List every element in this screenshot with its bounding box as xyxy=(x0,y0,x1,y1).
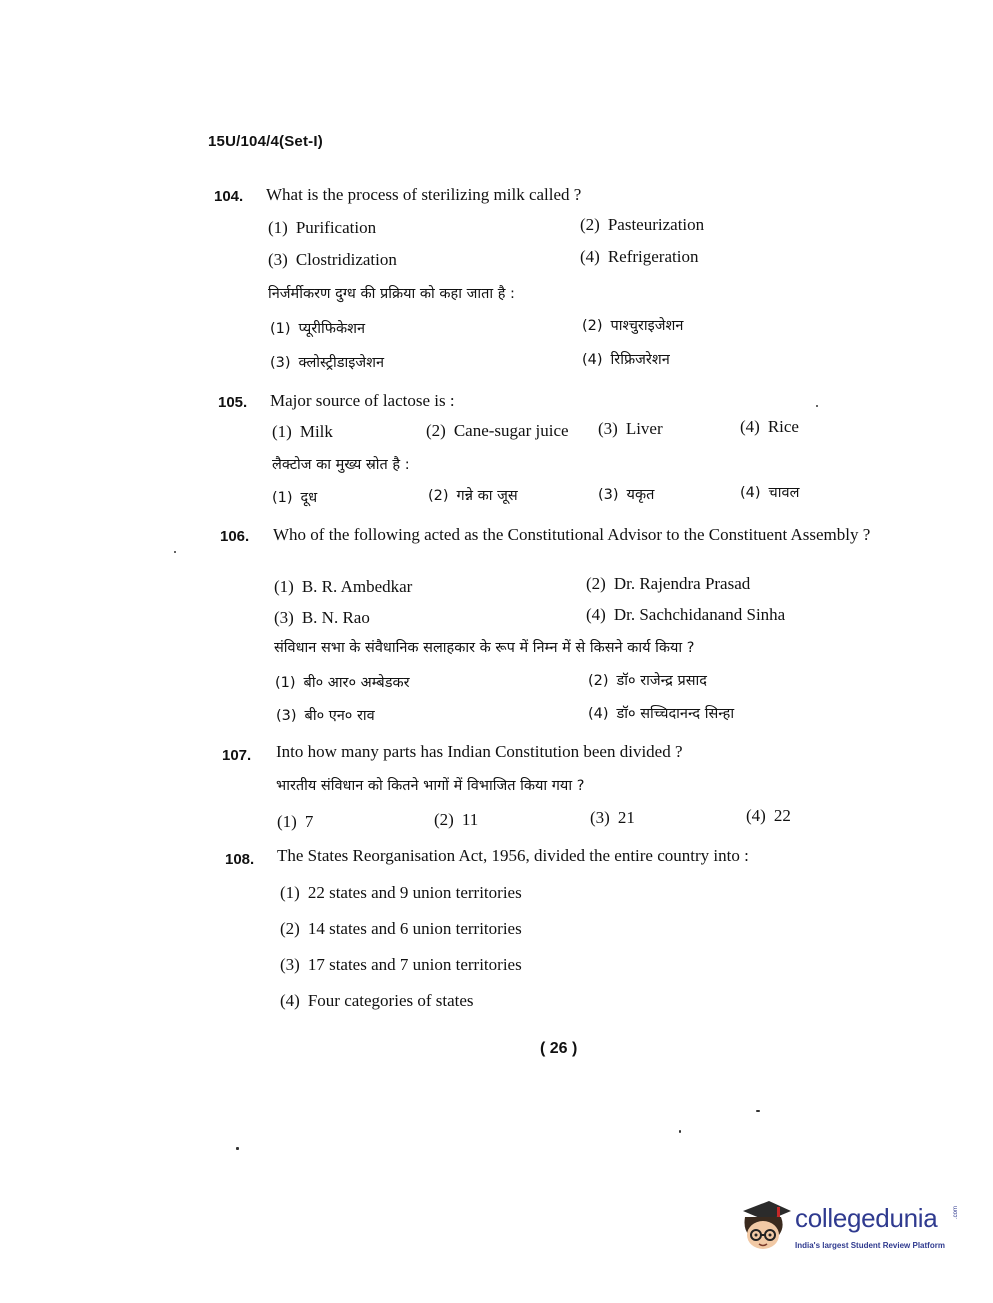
option-label: 7 xyxy=(304,812,314,831)
option-label: Purification xyxy=(295,218,377,237)
option-number: (1) xyxy=(274,577,294,596)
option-1-en xyxy=(268,218,376,238)
option-label: 11 xyxy=(461,810,479,829)
option-1-hi xyxy=(270,318,365,338)
option-4-en xyxy=(586,605,785,625)
option-number: (1) xyxy=(270,321,291,337)
option-label: 17 states and 7 union territories xyxy=(307,955,522,974)
scan-speck xyxy=(756,1110,760,1112)
option-number: (2) xyxy=(280,919,300,938)
option-2-hi xyxy=(428,485,518,505)
option-label: Four categories of states xyxy=(307,991,474,1010)
option-number: (4) xyxy=(740,485,761,501)
option-label: B. R. Ambedkar xyxy=(301,577,413,596)
question-text-en: What is the process of sterilizing milk called ? xyxy=(266,185,582,204)
option-label: बी० एन० राव xyxy=(304,708,375,724)
logo-domain-suffix: .com xyxy=(953,1205,959,1219)
option-number: (1) xyxy=(272,422,292,441)
question-number: 104. xyxy=(214,188,244,205)
option-label: 22 xyxy=(773,806,791,825)
option-number: (4) xyxy=(582,352,603,368)
question-text-en: The States Reorganisation Act, 1956, divided the entire country into : xyxy=(277,846,749,865)
option-1-hi xyxy=(275,672,410,692)
option-number: (4) xyxy=(588,706,609,722)
option-3-hi xyxy=(276,705,375,725)
option-number: (3) xyxy=(598,419,618,438)
question-number: 108. xyxy=(225,851,255,868)
option-number: (1) xyxy=(277,812,297,831)
scan-speck xyxy=(236,1147,239,1150)
option-number: (2) xyxy=(434,810,454,829)
option-2 xyxy=(434,810,478,830)
option-3-hi xyxy=(270,352,384,372)
option-2-en xyxy=(586,574,750,594)
option-number: (1) xyxy=(272,490,293,506)
option-number: (2) xyxy=(582,318,603,334)
question-text-en: Into how many parts has Indian Constitution been divided ? xyxy=(276,742,683,761)
option-label: B. N. Rao xyxy=(301,608,370,627)
option-label: पाश्चुराइजेशन xyxy=(610,318,684,334)
option-1 xyxy=(280,883,522,903)
option-number: (4) xyxy=(280,991,300,1010)
paper-code: 15U/104/4(Set-I) xyxy=(208,133,323,150)
option-number: (3) xyxy=(598,487,619,503)
option-number: (3) xyxy=(274,608,294,627)
option-label: यकृत xyxy=(626,487,655,503)
option-label: Liver xyxy=(625,419,663,438)
collegedunia-logo[interactable] xyxy=(735,1195,965,1260)
page-number: ( 26 ) xyxy=(540,1040,578,1057)
option-label: Dr. Rajendra Prasad xyxy=(613,574,751,593)
option-label: डॉ० सच्चिदानन्द सिन्हा xyxy=(616,706,735,722)
option-number: (2) xyxy=(586,574,606,593)
option-number: (1) xyxy=(275,675,296,691)
option-2-hi xyxy=(588,670,707,690)
option-number: (3) xyxy=(276,708,297,724)
option-1-en xyxy=(274,577,412,597)
option-4-en xyxy=(740,417,799,437)
option-number: (3) xyxy=(280,955,300,974)
option-3 xyxy=(280,955,522,975)
option-number: (2) xyxy=(428,488,449,504)
option-number: (4) xyxy=(746,806,766,825)
question-text-hi: भारतीय संविधान को कितने भागों में विभाजित किया गया ? xyxy=(276,778,585,794)
option-label: गन्ने का जूस xyxy=(456,488,518,504)
option-label: Clostridization xyxy=(295,250,397,269)
option-4-hi xyxy=(740,482,799,502)
logo-tagline: India's largest Student Review Platform xyxy=(795,1241,945,1250)
option-number: (1) xyxy=(280,883,300,902)
option-label: दूध xyxy=(300,490,318,506)
option-label: बी० आर० अम्बेडकर xyxy=(303,675,410,691)
option-3-en xyxy=(268,250,397,270)
question-number: 107. xyxy=(222,747,252,764)
logo-wordmark: collegedunia xyxy=(795,1203,938,1233)
option-number: (2) xyxy=(588,673,609,689)
option-label: डॉ० राजेन्द्र प्रसाद xyxy=(616,673,707,689)
option-number: (4) xyxy=(586,605,606,624)
option-label: Milk xyxy=(299,422,333,441)
option-3-en xyxy=(274,608,370,628)
question-text-en: Major source of lactose is : xyxy=(270,391,455,410)
option-3-en xyxy=(598,419,663,439)
question-text-hi: संविधान सभा के संवैधानिक सलाहकार के रूप में निम्न में से किसने कार्य किया ? xyxy=(274,640,695,656)
option-label: चावल xyxy=(768,485,800,501)
option-1-en xyxy=(272,422,333,442)
option-number: (2) xyxy=(426,421,446,440)
option-1-hi xyxy=(272,487,317,507)
option-label: 22 states and 9 union territories xyxy=(307,883,522,902)
scan-speck xyxy=(174,551,176,553)
option-4-hi xyxy=(582,349,670,369)
question-number: 106. xyxy=(220,528,250,545)
option-label: Cane-sugar juice xyxy=(453,421,569,440)
option-2-en xyxy=(580,215,704,235)
option-number: (3) xyxy=(268,250,288,269)
mascot-icon xyxy=(735,1195,795,1255)
option-4 xyxy=(746,806,791,826)
option-2-hi xyxy=(582,315,683,335)
question-text-hi: निर्जर्मीकरण दुग्ध की प्रक्रिया को कहा जाता है : xyxy=(268,286,515,302)
option-label: रिफ्रिजरेशन xyxy=(610,352,670,368)
option-2 xyxy=(280,919,522,939)
scan-speck xyxy=(679,1130,681,1133)
option-4-hi xyxy=(588,703,734,723)
option-label: Pasteurization xyxy=(607,215,705,234)
option-label: Dr. Sachchidanand Sinha xyxy=(613,605,786,624)
option-number: (3) xyxy=(270,355,291,371)
option-label: Refrigeration xyxy=(607,247,699,266)
option-1 xyxy=(277,812,313,832)
option-number: (4) xyxy=(580,247,600,266)
option-4-en xyxy=(580,247,698,267)
option-3 xyxy=(590,808,635,828)
option-3-hi xyxy=(598,484,654,504)
option-number: (3) xyxy=(590,808,610,827)
option-4 xyxy=(280,991,474,1011)
scan-speck xyxy=(816,405,818,407)
question-text-hi: लैक्टोज का मुख्य स्रोत है : xyxy=(272,457,410,473)
option-number: (2) xyxy=(580,215,600,234)
option-number: (1) xyxy=(268,218,288,237)
option-label: प्यूरीफिकेशन xyxy=(298,321,365,337)
option-label: क्लोस्ट्रीडाइजेशन xyxy=(298,355,385,371)
option-2-en xyxy=(426,421,569,441)
option-label: 14 states and 6 union territories xyxy=(307,919,522,938)
option-label: 21 xyxy=(617,808,635,827)
option-label: Rice xyxy=(767,417,799,436)
option-number: (4) xyxy=(740,417,760,436)
question-number: 105. xyxy=(218,394,248,411)
question-text-en: Who of the following acted as the Constitutional Advisor to the Constituent Assembly ? xyxy=(273,525,871,544)
